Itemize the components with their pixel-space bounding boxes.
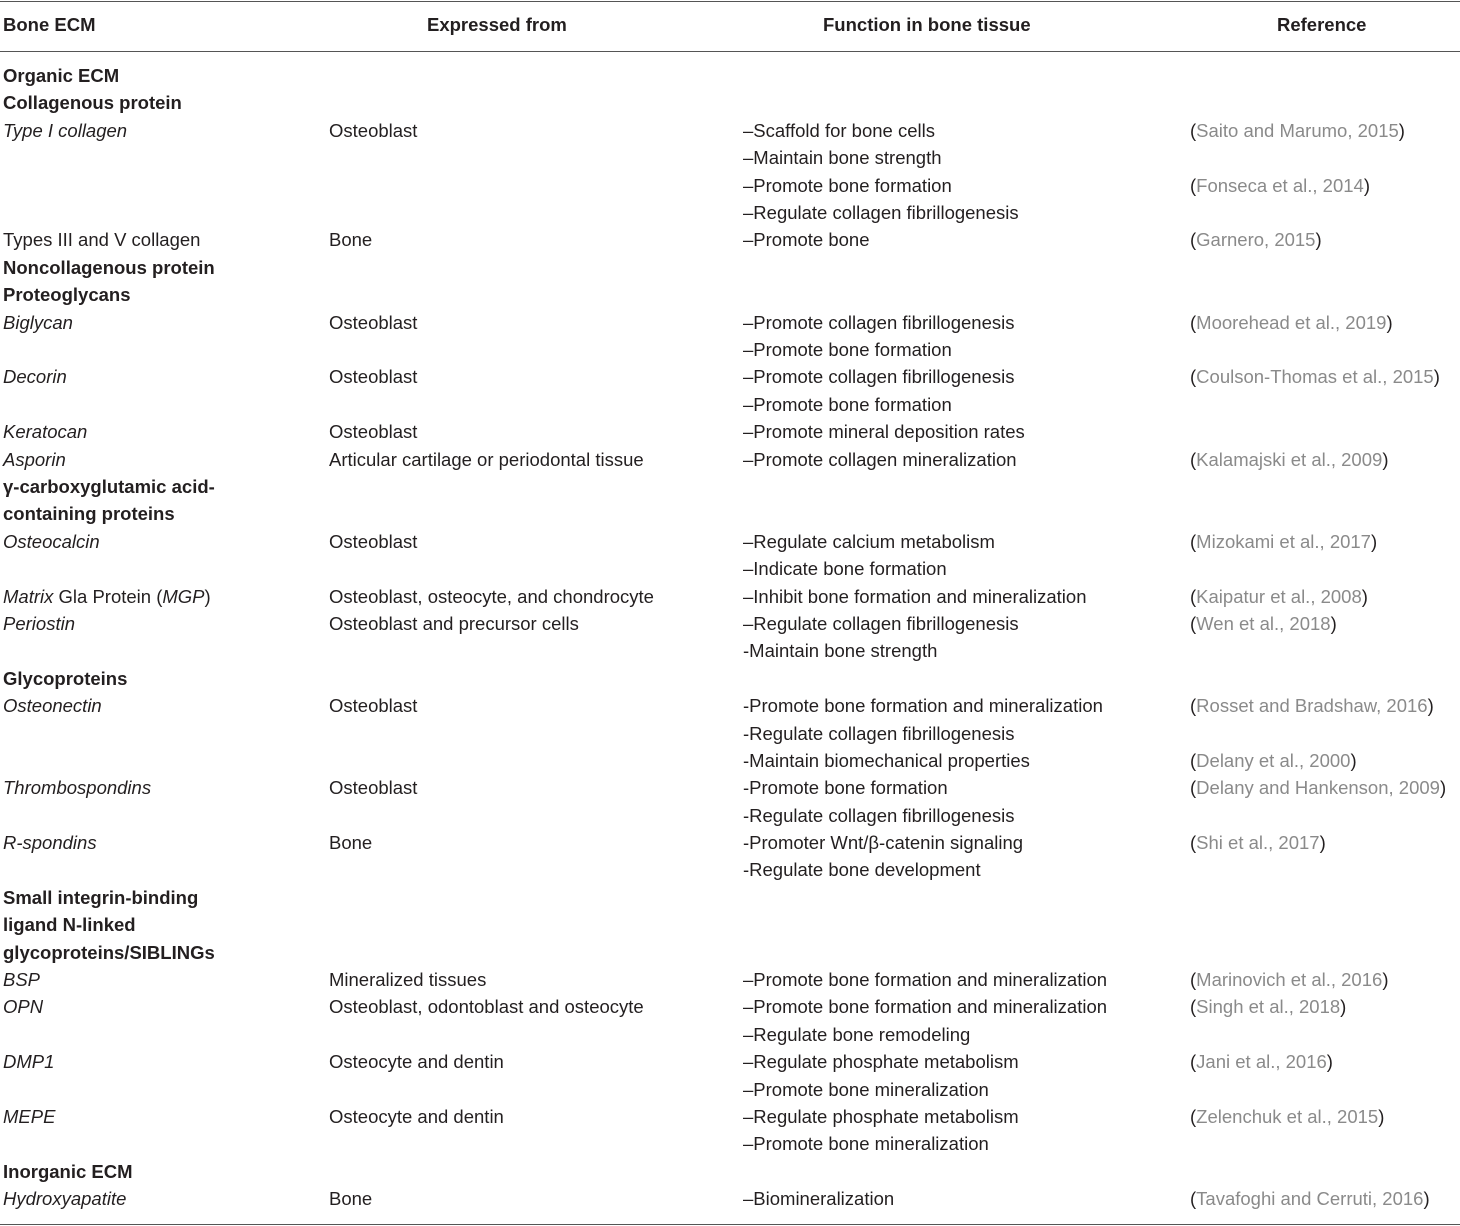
cell-function xyxy=(743,1103,1019,1158)
reference-link[interactable]: (Shi et al., 2017) xyxy=(1190,832,1326,854)
function-item: –Promote bone formation xyxy=(743,174,952,196)
ecm-name: Periostin xyxy=(3,612,75,634)
cell-reference xyxy=(1190,528,1377,555)
cell-expressed-from: Mineralized tissues xyxy=(329,969,487,991)
function-item: -Maintain bone strength xyxy=(743,640,938,662)
cell-reference xyxy=(1190,692,1434,774)
cell-expressed-from: Osteocyte and dentin xyxy=(329,1106,504,1128)
cell-function xyxy=(743,774,1015,829)
cell-bone-ecm xyxy=(3,774,151,801)
cell-function xyxy=(743,117,1019,227)
function-item: -Regulate bone development xyxy=(743,859,981,881)
table-row xyxy=(0,1158,1460,1185)
cell-bone-ecm xyxy=(3,117,127,144)
table-row xyxy=(0,583,1460,610)
cell-reference xyxy=(1190,226,1322,253)
table-row xyxy=(0,89,1460,116)
reference-link[interactable]: (Fonseca et al., 2014) xyxy=(1190,174,1370,196)
cell-function xyxy=(743,1185,894,1212)
cell-function xyxy=(743,829,1023,884)
cell-expressed-from: Articular cartilage or periodontal tissue xyxy=(329,448,644,470)
table-bottom-rule xyxy=(0,1224,1460,1225)
cell-reference xyxy=(1190,446,1388,473)
cell-function xyxy=(743,309,1014,364)
cell-expressed-from: Osteoblast xyxy=(329,311,418,333)
reference-link[interactable]: (Tavafoghi and Cerruti, 2016) xyxy=(1190,1188,1430,1210)
table-row xyxy=(0,226,1460,253)
table-header-rule xyxy=(0,51,1460,52)
header-function: Function in bone tissue xyxy=(823,14,1031,35)
cell-reference xyxy=(1190,117,1405,227)
table-row xyxy=(0,1103,1460,1158)
function-item: -Maintain biomechanical properties xyxy=(743,749,1030,771)
ecm-name: Osteocalcin xyxy=(3,530,100,552)
table-row xyxy=(0,966,1460,993)
ecm-name: MGP xyxy=(162,585,205,607)
cell-bone-ecm xyxy=(3,829,97,856)
function-item: –Inhibit bone formation and mineralization xyxy=(743,585,1087,607)
table-row xyxy=(0,610,1460,665)
section-heading: γ-carboxyglutamic acid- xyxy=(3,475,215,497)
cell-expressed-from: Osteoblast xyxy=(329,366,418,388)
cell-bone-ecm xyxy=(3,226,200,253)
cell-function xyxy=(743,446,1017,473)
cell-bone-ecm xyxy=(3,89,182,116)
reference-link[interactable]: (Garnero, 2015) xyxy=(1190,229,1322,251)
cell-reference xyxy=(1190,993,1346,1020)
ecm-name: Hydroxyapatite xyxy=(3,1188,127,1210)
cell-function xyxy=(743,226,870,253)
cell-bone-ecm xyxy=(3,309,73,336)
cell-reference xyxy=(1190,610,1337,637)
cell-reference xyxy=(1190,966,1388,993)
cell-bone-ecm xyxy=(3,1158,133,1185)
function-item: –Promote bone formation xyxy=(743,338,952,360)
cell-function xyxy=(743,692,1103,774)
cell-function xyxy=(743,418,1025,445)
ecm-name: Keratocan xyxy=(3,421,88,443)
ecm-name: ) xyxy=(204,585,211,607)
cell-reference xyxy=(1190,363,1440,390)
table-row xyxy=(0,62,1460,89)
ecm-name: Gla Protein ( xyxy=(53,585,163,607)
cell-function xyxy=(743,1048,1019,1103)
cell-bone-ecm xyxy=(3,583,211,610)
function-item: –Promote bone mineralization xyxy=(743,1078,989,1100)
function-item: –Regulate phosphate metabolism xyxy=(743,1051,1019,1073)
function-item: –Indicate bone formation xyxy=(743,558,947,580)
reference-link[interactable]: (Rosset and Bradshaw, 2016) xyxy=(1190,695,1434,717)
function-item: –Regulate collagen fibrillogenesis xyxy=(743,202,1019,223)
table-row xyxy=(0,473,1460,528)
function-item: –Promote bone formation and mineralization xyxy=(743,996,1108,1018)
cell-reference xyxy=(1190,829,1326,856)
cell-bone-ecm xyxy=(3,966,40,993)
reference-link[interactable]: (Delany and Hankenson, 2009) xyxy=(1190,777,1447,799)
section-heading: glycoproteins/SIBLINGs xyxy=(3,941,215,963)
reference-link[interactable]: (Wen et al., 2018) xyxy=(1190,612,1337,634)
table-body xyxy=(0,62,1460,1213)
ecm-name: R-spondins xyxy=(3,832,97,854)
cell-reference xyxy=(1190,1103,1384,1130)
section-heading: Glycoproteins xyxy=(3,667,128,689)
function-item: -Promoter Wnt/β-catenin signaling xyxy=(743,832,1024,854)
cell-expressed-from: Osteoblast xyxy=(329,530,418,552)
cell-expressed-from: Osteoblast xyxy=(329,695,418,717)
ecm-name: BSP xyxy=(3,969,41,991)
function-item: –Regulate phosphate metabolism xyxy=(743,1106,1019,1128)
function-item: –Promote mineral deposition rates xyxy=(743,421,1025,443)
cell-bone-ecm xyxy=(3,528,100,555)
cell-function xyxy=(743,993,1107,1048)
ecm-name: Matrix xyxy=(3,585,54,607)
cell-bone-ecm xyxy=(3,281,131,308)
section-heading: Proteoglycans xyxy=(3,284,131,306)
cell-bone-ecm xyxy=(3,1048,54,1075)
table-row xyxy=(0,993,1460,1048)
table-row xyxy=(0,692,1460,774)
cell-expressed-from: Osteoblast xyxy=(329,421,418,443)
function-item: –Biomineralization xyxy=(743,1188,895,1210)
table-row xyxy=(0,117,1460,227)
ecm-name: Type I collagen xyxy=(3,119,128,141)
cell-bone-ecm xyxy=(3,473,215,528)
ecm-name: Osteonectin xyxy=(3,695,102,717)
ecm-name: Asporin xyxy=(3,448,66,470)
header-bone-ecm: Bone ECM xyxy=(3,14,96,35)
ecm-name: DMP1 xyxy=(3,1051,55,1073)
cell-expressed-from: Bone xyxy=(329,229,373,251)
cell-expressed-from: Bone xyxy=(329,832,373,854)
cell-function xyxy=(743,583,1087,610)
header-reference: Reference xyxy=(1277,14,1367,35)
cell-expressed-from: Osteocyte and dentin xyxy=(329,1051,504,1073)
table-row xyxy=(0,665,1460,692)
cell-expressed-from: Osteoblast xyxy=(329,119,418,141)
cell-expressed-from: Bone xyxy=(329,1188,373,1210)
function-item: –Promote collagen fibrillogenesis xyxy=(743,311,1015,333)
cell-bone-ecm xyxy=(3,665,127,692)
reference-link[interactable]: (Mizokami et al., 2017) xyxy=(1190,530,1378,552)
function-item: –Scaffold for bone cells xyxy=(743,119,935,141)
table-row xyxy=(0,254,1460,281)
cell-reference xyxy=(1190,309,1393,336)
cell-expressed-from: Osteoblast, osteocyte, and chondrocyte xyxy=(329,585,654,607)
reference-link[interactable]: (Moorehead et al., 2019) xyxy=(1190,311,1393,333)
table-row xyxy=(0,418,1460,445)
table-row xyxy=(0,446,1460,473)
table-row xyxy=(0,829,1460,884)
section-heading: Small integrin-binding xyxy=(3,886,199,908)
cell-reference xyxy=(1190,1048,1333,1075)
cell-expressed-from: Osteoblast and precursor cells xyxy=(329,612,579,634)
section-heading: ligand N-linked xyxy=(3,914,136,936)
table-row xyxy=(0,884,1460,966)
cell-bone-ecm xyxy=(3,993,43,1020)
cell-reference xyxy=(1190,583,1368,610)
table-row xyxy=(0,363,1460,418)
function-item: –Maintain bone strength xyxy=(743,147,942,169)
function-item: -Regulate collagen fibrillogenesis xyxy=(743,722,1015,744)
ecm-name: Decorin xyxy=(3,366,67,388)
function-item: -Regulate collagen fibrillogenesis xyxy=(743,804,1015,826)
section-heading: Noncollagenous protein xyxy=(3,256,215,278)
section-heading: Collagenous protein xyxy=(3,92,182,114)
cell-bone-ecm xyxy=(3,363,67,390)
table-row xyxy=(0,528,1460,583)
reference-link[interactable]: (Saito and Marumo, 2015) xyxy=(1190,119,1405,141)
function-item: –Regulate collagen fibrillogenesis xyxy=(743,612,1019,634)
section-heading: containing proteins xyxy=(3,503,175,525)
reference-link[interactable]: (Zelenchuk et al., 2015) xyxy=(1190,1106,1385,1128)
section-heading: Inorganic ECM xyxy=(3,1160,133,1182)
cell-reference xyxy=(1190,774,1446,801)
cell-bone-ecm xyxy=(3,692,102,719)
ecm-name: Biglycan xyxy=(3,311,73,333)
table-row xyxy=(0,1048,1460,1103)
reference-link[interactable]: (Singh et al., 2018) xyxy=(1190,996,1347,1018)
cell-bone-ecm xyxy=(3,254,215,281)
table-row xyxy=(0,309,1460,364)
function-item: –Regulate calcium metabolism xyxy=(743,530,995,552)
cell-bone-ecm xyxy=(3,1103,55,1130)
cell-function xyxy=(743,966,1107,993)
reference-link[interactable]: (Marinovich et al., 2016) xyxy=(1190,969,1389,991)
cell-function xyxy=(743,610,1019,665)
header-expressed-from: Expressed from xyxy=(427,14,567,35)
function-item: –Promote bone formation xyxy=(743,393,952,415)
cell-function xyxy=(743,528,995,583)
cell-bone-ecm xyxy=(3,62,119,89)
cell-bone-ecm xyxy=(3,1185,126,1212)
reference-link[interactable]: (Kaipatur et al., 2008) xyxy=(1190,585,1368,607)
function-item: –Promote collagen mineralization xyxy=(743,448,1017,470)
cell-bone-ecm xyxy=(3,446,66,473)
ecm-name: Thrombospondins xyxy=(3,777,152,799)
reference-link[interactable]: (Kalamajski et al., 2009) xyxy=(1190,448,1389,470)
cell-bone-ecm xyxy=(3,418,87,445)
ecm-name: Types III and V collagen xyxy=(3,229,201,251)
function-item: -Promote bone formation and mineralization xyxy=(743,695,1103,717)
table-top-rule xyxy=(0,1,1460,2)
table-row xyxy=(0,1185,1460,1212)
function-item: –Promote bone xyxy=(743,229,870,251)
ecm-name: MEPE xyxy=(3,1106,56,1128)
function-item: –Promote bone formation and mineralization xyxy=(743,969,1108,991)
function-item: –Regulate bone remodeling xyxy=(743,1023,971,1045)
function-item: –Promote collagen fibrillogenesis xyxy=(743,366,1015,388)
function-item: -Promote bone formation xyxy=(743,777,948,799)
reference-link[interactable]: (Coulson-Thomas et al., 2015) xyxy=(1190,366,1440,388)
function-item: –Promote bone mineralization xyxy=(743,1133,989,1155)
table-row xyxy=(0,774,1460,829)
cell-expressed-from: Osteoblast xyxy=(329,777,418,799)
reference-link[interactable]: (Jani et al., 2016) xyxy=(1190,1051,1333,1073)
cell-expressed-from: Osteoblast, odontoblast and osteocyte xyxy=(329,996,644,1018)
reference-link[interactable]: (Delany et al., 2000) xyxy=(1190,749,1357,771)
cell-bone-ecm xyxy=(3,610,75,637)
section-heading: Organic ECM xyxy=(3,65,120,86)
ecm-name: OPN xyxy=(3,996,44,1018)
cell-bone-ecm xyxy=(3,884,215,966)
cell-function xyxy=(743,363,1014,418)
table-row xyxy=(0,281,1460,308)
cell-reference xyxy=(1190,1185,1430,1212)
